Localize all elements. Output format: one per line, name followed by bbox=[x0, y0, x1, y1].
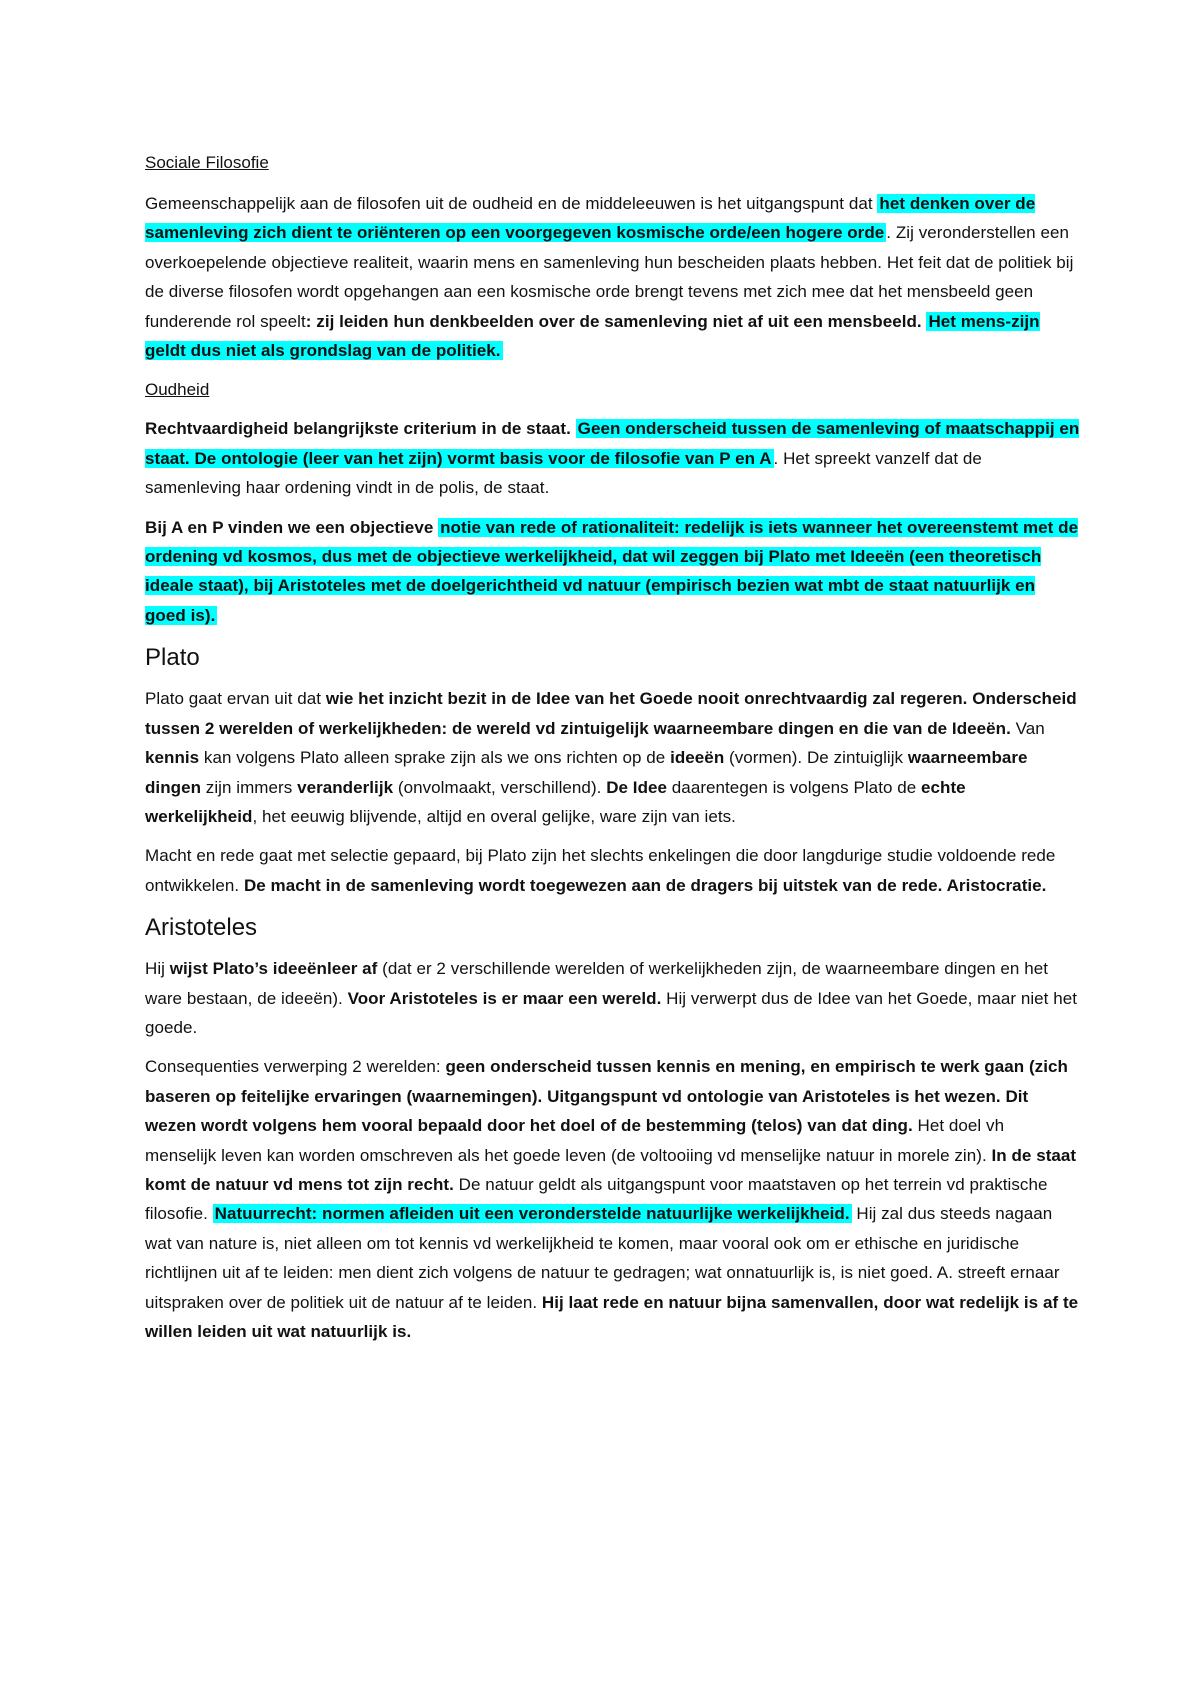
aristoteles-bold-4: In de staat komt de natuur vd mens tot zijn recht. bbox=[145, 1145, 1077, 1194]
aristoteles-bold-3: geen onderscheid tussen kennis en mening, en empirisch te werk gaan (zich baseren op feitelijke ervaringen (waarnemingen). Uitgangspunt vd ontologie van Aristoteles is het wezen. Dit wezen wordt volgens hem vooral bepaald door het doel of de bestemming (telos) van dat ding. bbox=[145, 1057, 1068, 1136]
plato-heading: Plato bbox=[145, 644, 200, 672]
aristoteles-text-6: De natuur geldt als uitgangspunt voor maatstaven op het terrein vd praktische filosofie. bbox=[145, 1174, 1048, 1224]
plato-paragraph-2 bbox=[145, 841, 1080, 900]
plato-text-5: zijn immers bbox=[201, 777, 298, 797]
plato-bold-3: ideeën bbox=[670, 748, 725, 768]
plato-text-9: Macht en rede gaat met selectie gepaard, bij Plato zijn het slechts enkelingen die door langdurige studie voldoende rede ontwikkelen. bbox=[145, 846, 1056, 895]
plato-text-2: Van bbox=[1010, 718, 1045, 738]
intro-text-2: . Zij veronderstellen een overkoepelende objectieve realiteit, waarin mens en samenleving hun bescheiden plaats hebben. Het feit dat de politiek bij de diverse filosofen wordt opgehangen aan een kosmische orde brengt tevens met zich mee dat het mensbeeld geen funderende rol speelt bbox=[145, 223, 1074, 331]
intro-bold-1: : zij leiden hun denkbeelden over de samenleving niet af uit een mensbeeld. bbox=[305, 311, 927, 331]
plato-text-3: kan volgens Plato alleen sprake zijn als we ons richten op de bbox=[199, 748, 671, 768]
plato-bold-8: De macht in de samenleving wordt toegewezen aan de dragers bij uitstek van de rede. Aristocratie. bbox=[243, 875, 1047, 895]
aristoteles-heading: Aristoteles bbox=[145, 914, 258, 942]
oudheid-bold-1: Rechtvaardigheid belangrijkste criterium in de staat. bbox=[145, 419, 576, 439]
oudheid-paragraph-1 bbox=[145, 414, 1080, 502]
aristoteles-paragraph-2 bbox=[145, 1052, 1080, 1346]
intro-paragraph bbox=[145, 189, 1080, 365]
plato-bold-6: De Idee bbox=[606, 777, 668, 797]
aristoteles-bold-2: Voor Aristoteles is er maar een wereld. bbox=[347, 988, 662, 1008]
intro-highlight-2: Het mens-zijn geldt dus niet als grondslag van de politiek. bbox=[145, 311, 1040, 361]
intro-highlight-1: het denken over de samenleving zich dient te oriënteren op een voorgegeven kosmische orde/een hogere orde bbox=[145, 194, 1036, 243]
plato-text-8: , het eeuwig blijvende, altijd en overal gelijke, ware zijn van iets. bbox=[252, 806, 736, 826]
aristoteles-text-3: Hij verwerpt dus de Idee van het Goede, maar niet het goede. bbox=[145, 988, 1078, 1037]
aristoteles-text-1: Hij bbox=[145, 959, 170, 979]
plato-text-1: Plato gaat ervan uit dat bbox=[145, 689, 326, 709]
aristoteles-text-7: Hij zal dus steeds nagaan wat van nature is, niet alleen om tot kennis vd werkelijkheid te komen, maar vooral ook om er ethische en juridische richtlijnen uit af te leiden: men dient zich volgens de natuur te gedragen; wat onnatuurlijk is, is niet goed. A. streeft ernaar uitspraken over de politiek uit de natuur af te leiden. bbox=[145, 1204, 1060, 1312]
plato-bold-4: waarneembare dingen bbox=[145, 748, 1028, 797]
aristoteles-text-5: Het doel vh menselijk leven kan worden omschreven als het goede leven (de voltooiing vd menselijke natuur in morele zin). bbox=[145, 1116, 1005, 1165]
oudheid-paragraph-2 bbox=[145, 513, 1080, 631]
oudheid-heading: Oudheid bbox=[145, 380, 210, 400]
document-title: Sociale Filosofie bbox=[145, 153, 269, 172]
plato-bold-5: veranderlijk bbox=[297, 777, 394, 797]
aristoteles-bold-1: wijst Plato’s ideeënleer af bbox=[169, 959, 378, 979]
plato-text-6: (onvolmaakt, verschillend). bbox=[393, 777, 607, 797]
oudheid-highlight-2: notie van rede of rationaliteit: redelijk is iets wanneer het overeenstemt met de ordening vd kosmos, dus met de objectieve werkelijkheid, dat wil zeggen bij Plato met Ideeën (een theoretisch ideale staat), bij Aristoteles met de doelgerichtheid vd natuur (empirisch bezien wat mbt de staat natuurlijk en goed is). bbox=[145, 517, 1079, 625]
aristoteles-highlight-1: Natuurrecht: normen afleiden uit een veronderstelde natuurlijke werkelijkheid. bbox=[214, 1204, 850, 1224]
oudheid-bold-2: Bij A en P vinden we een objectieve bbox=[145, 517, 439, 537]
plato-text-4: (vormen). De zintuiglijk bbox=[724, 748, 908, 768]
intro-text-1: Gemeenschappelijk aan de filosofen uit de oudheid en de middeleeuwen is het uitgangspunt dat bbox=[145, 194, 878, 213]
oudheid-text-1: . Het spreekt vanzelf dat de samenleving haar ordening vindt in de polis, de staat. bbox=[145, 448, 982, 498]
aristoteles-text-2: (dat er 2 verschillende werelden of werkelijkheden zijn, de waarneembare dingen en het ware bestaan, de ideeën). bbox=[145, 959, 1048, 1008]
aristoteles-paragraph-1 bbox=[145, 954, 1080, 1042]
aristoteles-bold-5: Hij laat rede en natuur bijna samenvallen, door wat redelijk is af te willen leiden uit wat natuurlijk is. bbox=[145, 1292, 1079, 1341]
plato-bold-7: echte werkelijkheid bbox=[145, 777, 966, 826]
plato-text-7: daarentegen is volgens Plato de bbox=[667, 777, 922, 797]
plato-bold-1: wie het inzicht bezit in de Idee van het Goede nooit onrechtvaardig zal regeren. Onderscheid tussen 2 werelden of werkelijkheden: de wereld vd zintuigelijk waarneembare dingen en die van de Ideeën. bbox=[145, 689, 1077, 738]
aristoteles-text-4: Consequenties verwerping 2 werelden: bbox=[145, 1057, 446, 1077]
plato-paragraph-1 bbox=[145, 684, 1080, 831]
plato-bold-2: kennis bbox=[145, 748, 200, 768]
oudheid-highlight-1: Geen onderscheid tussen de samenleving of maatschappij en staat. De ontologie (leer van het zijn) vormt basis voor de filosofie van P en A bbox=[145, 419, 1080, 468]
